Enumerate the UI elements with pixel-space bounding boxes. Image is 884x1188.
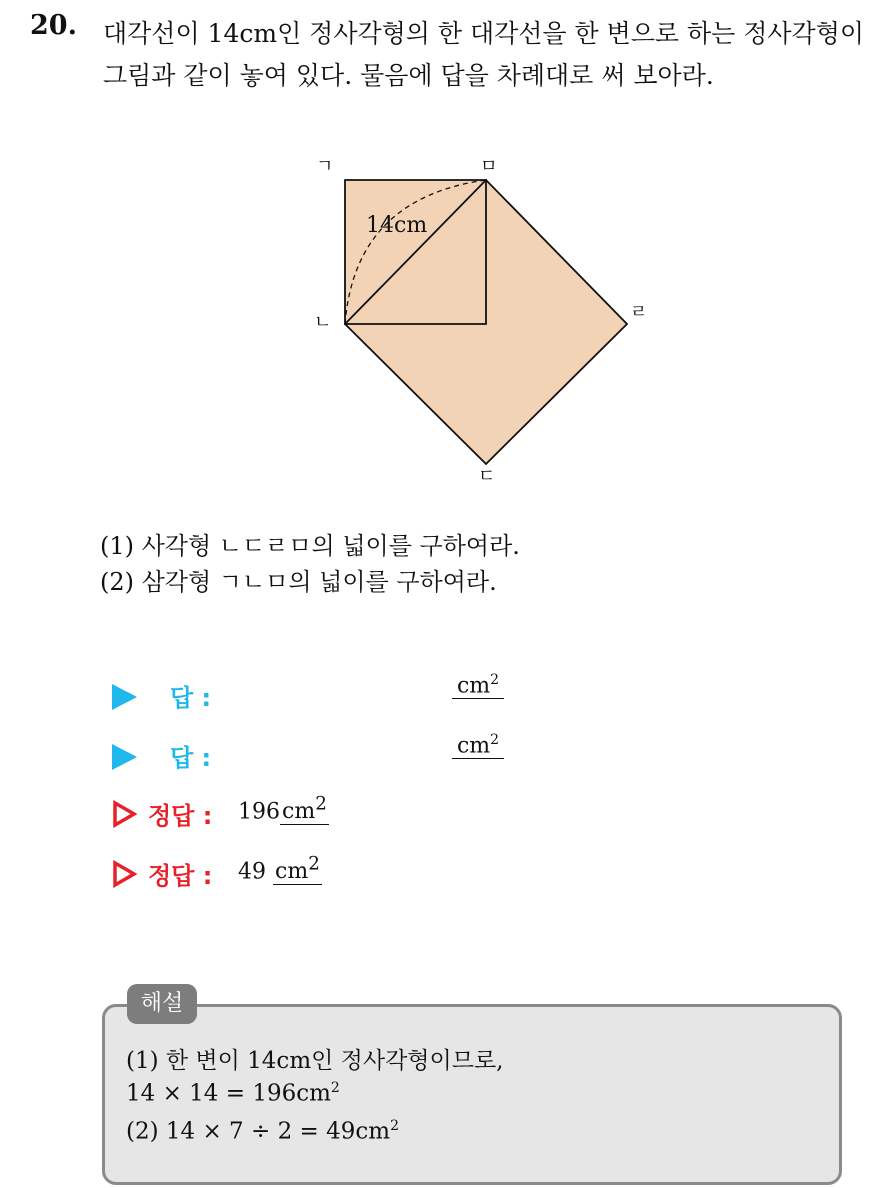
play-arrow-icon [112,744,137,770]
correct-unit [280,794,329,825]
unit-exponent: 2 [490,732,500,748]
unit-text: cm [456,673,491,699]
play-outline-icon [112,800,138,828]
explanation-line-2-text: 14 × 14 = 196cm [126,1080,331,1107]
question-number: 20. [30,10,77,41]
vertex-label-giyeok: ㄱ [316,156,334,177]
square-diagram [300,148,660,488]
question-text-line2: 그림과 같이 놓여 있다. 물음에 답을 차례대로 써 보아라. [103,61,714,90]
correct-label: 정답 : [148,802,213,830]
subquestion-2: (2) 삼각형 ㄱㄴㅁ의 넓이를 구하여라. [100,568,497,596]
correct-label: 정답 : [148,862,213,890]
explanation-tag: 해설 [127,984,197,1024]
vertex-label-mieum: ㅁ [480,156,498,177]
correct-number: 49 [238,859,266,885]
unit-text: cm [275,859,309,885]
question-text-line1: 대각선이 14cm인 정사각형의 한 대각선을 한 변으로 하는 정사각형이 [103,19,864,48]
explanation-line-2-exp: 2 [330,1080,340,1096]
answer-unit[interactable] [452,732,504,759]
explanation-line-3-exp: 2 [390,1118,399,1134]
correct-number: 196 [238,799,280,825]
explanation-line-1: (1) 한 변이 14cm인 정사각형이므로, [126,1048,504,1074]
unit-text: cm [282,799,316,825]
vertex-label-digeut: ㄷ [478,466,496,487]
vertex-label-rieul: ㄹ [630,302,648,323]
correct-value [238,854,322,884]
unit-exponent: 2 [308,854,320,875]
answer-label: 답 : [170,744,212,772]
play-outline-icon [112,860,138,888]
answer-unit[interactable] [452,672,504,699]
vertex-label-nieun: ㄴ [314,312,332,333]
correct-value [238,794,329,824]
correct-unit [273,854,322,885]
explanation-line-2 [126,1080,340,1107]
play-arrow-icon [112,684,137,710]
subquestion-1: (1) 사각형 ㄴㄷㄹㅁ의 넓이를 구하여라. [100,532,520,560]
unit-exponent: 2 [490,672,500,688]
unit-text: cm [456,733,491,759]
answer-label: 답 : [170,684,212,712]
diagonal-label: 14cm [366,213,428,238]
explanation-line-3-text: (2) 14 × 7 ÷ 2 = 49cm [126,1118,391,1145]
unit-exponent: 2 [315,794,327,815]
explanation-line-3 [126,1118,399,1145]
